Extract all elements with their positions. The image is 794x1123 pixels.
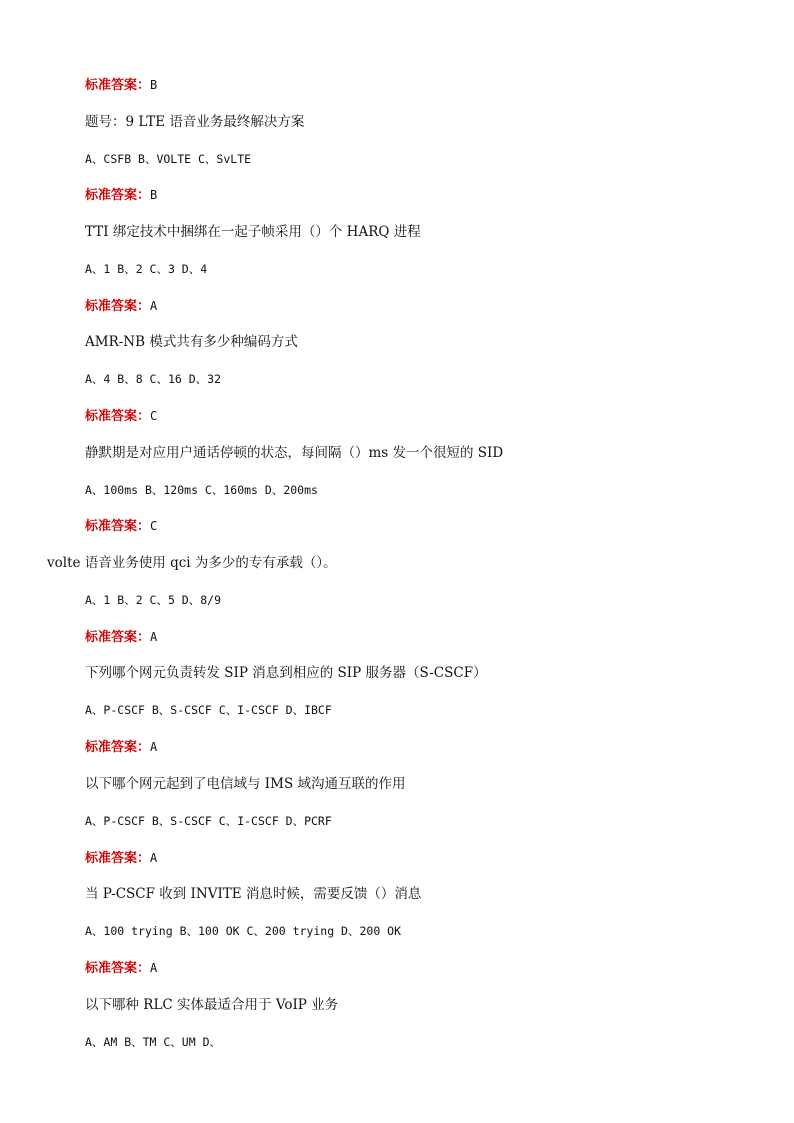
answer-value: C (150, 519, 158, 533)
question-text: AMR-NB 模式共有多少种编码方式 (85, 334, 298, 350)
options-text: A、100ms B、120ms C、160ms D、200ms (85, 483, 318, 497)
answer-label: 标准答案： (85, 188, 151, 203)
question-text: 以下哪种 RLC 实体最适合用于 VoIP 业务 (85, 997, 339, 1013)
options-text: A、CSFB B、VOLTE C、SvLTE (85, 152, 252, 166)
question-text: 静默期是对应用户通话停顿的状态，每间隔（）ms 发一个很短的 SID (85, 445, 504, 461)
question-text: 以下哪个网元起到了电信域与 IMS 域沟通互联的作用 (85, 776, 406, 792)
options-text: A、1 B、2 C、5 D、8/9 (85, 593, 222, 607)
answer-line (85, 186, 157, 205)
answer-label: 标准答案： (85, 299, 151, 314)
answer-line (85, 517, 157, 536)
answer-label: 标准答案： (85, 630, 151, 645)
answer-value: B (150, 78, 158, 92)
answer-value: B (150, 188, 158, 202)
answer-label: 标准答案： (85, 961, 151, 976)
question-text: 当 P-CSCF 收到 INVITE 消息时候，需要反馈（）消息 (85, 886, 422, 902)
answer-value: A (150, 961, 158, 975)
options-text: A、AM B、TM C、UM D、 (85, 1035, 222, 1049)
question-text: 下列哪个网元负责转发 SIP 消息到相应的 SIP 服务器（S-CSCF） (85, 665, 487, 681)
answer-line (85, 76, 157, 95)
answer-line (85, 959, 157, 978)
answer-label: 标准答案： (85, 78, 151, 93)
answer-line (85, 407, 157, 426)
answer-label: 标准答案： (85, 409, 151, 424)
answer-line (85, 849, 157, 868)
answer-value: C (150, 409, 158, 423)
options-text: A、4 B、8 C、16 D、32 (85, 372, 222, 386)
options-text: A、100 trying B、100 OK C、200 trying D、200 OK (85, 924, 402, 938)
answer-value: A (150, 630, 158, 644)
question-text: TTI 绑定技术中捆绑在一起子帧采用（）个 HARQ 进程 (85, 224, 421, 240)
options-text: A、1 B、2 C、3 D、4 (85, 262, 208, 276)
answer-line (85, 628, 157, 647)
answer-value: A (150, 740, 158, 754)
answer-line (85, 738, 157, 757)
question-text: volte 语音业务使用 qci 为多少的专有承载（）。 (47, 555, 337, 571)
answer-value: A (150, 299, 158, 313)
options-text: A、P-CSCF B、S-CSCF C、I-CSCF D、PCRF (85, 814, 332, 828)
answer-line (85, 297, 157, 316)
answer-value: A (150, 851, 158, 865)
question-text: 题号：9 LTE 语音业务最终解决方案 (85, 114, 305, 130)
answer-label: 标准答案： (85, 519, 151, 534)
options-text: A、P-CSCF B、S-CSCF C、I-CSCF D、IBCF (85, 703, 332, 717)
answer-label: 标准答案： (85, 740, 151, 755)
answer-label: 标准答案： (85, 851, 151, 866)
